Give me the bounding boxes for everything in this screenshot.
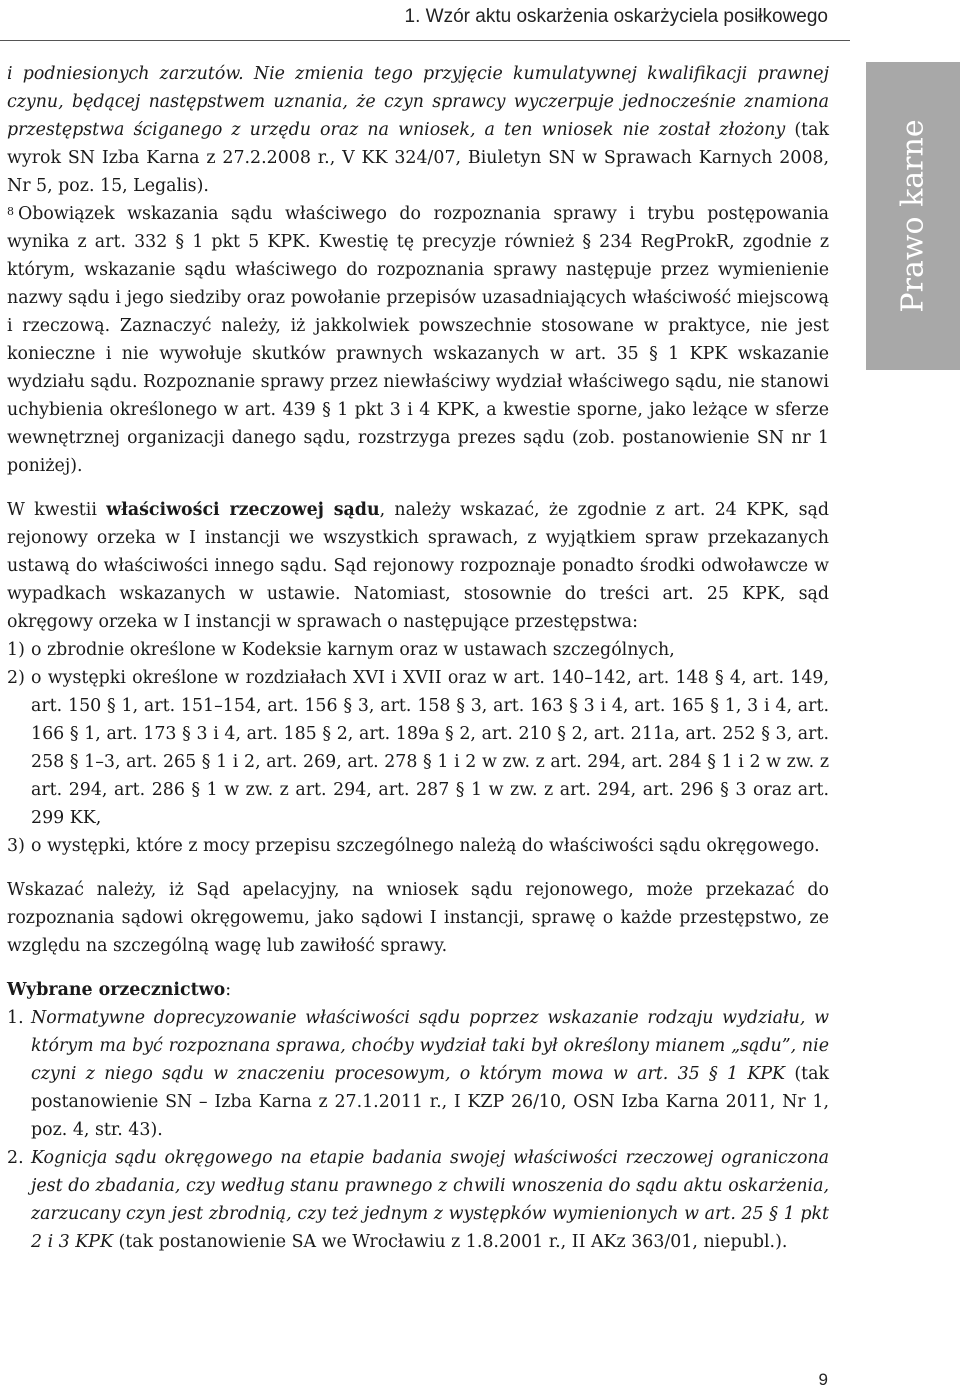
header-rule bbox=[0, 40, 850, 41]
paragraph-continuation bbox=[7, 60, 829, 200]
page-number: 9 bbox=[818, 1370, 828, 1389]
ruling-item bbox=[7, 1144, 829, 1256]
page-content bbox=[7, 60, 829, 1256]
list-item-text: o występki, które z mocy przepisu szczególnego należą do właściwości sądu okręgowego. bbox=[31, 836, 820, 856]
continuation-italic-text: i podniesionych zarzutów. Nie zmienia tego przyjęcie kumulatywnej kwalifikacji prawnej czynu, będącej następstwem uznania, że czyn sprawcy wyczerpuje jednocześnie znamiona przestępstwa ściganego z urzędu oraz na wniosek, a ten wniosek nie został złożony bbox=[7, 64, 829, 140]
paragraph-body: , należy wskazać, że zgodnie z art. 24 KPK, sąd rejonowy orzeka w I instancji we wszystkich sprawach, z wyjątkiem spraw przekazanych ustawą do właściwości innego sądu. Sąd rejonowy rozpoznaje ponadto środki odwoławcze w wypadkach wskazanych w ustawie. Natomiast, stosownie do treści art. 25 KPK, sąd okręgowy orzeka w I instancji w sprawach o następujące przestępstwa: bbox=[7, 500, 829, 632]
list-item bbox=[7, 664, 829, 832]
rulings-heading-text: Wybrane orzecznictwo bbox=[7, 980, 226, 1000]
ruling-number: 2. bbox=[7, 1148, 24, 1168]
ruling-citation: (tak postanowienie SN – Izba Karna z 27.1.2011 r., I KZP 26/10, OSN Izba Karna 2011, Nr 1, poz. 4, str. 43). bbox=[31, 1064, 829, 1140]
footnote-text: Obowiązek wskazania sądu właściwego do rozpoznania sprawy i trybu postępowania wynika z art. 332 § 1 pkt 5 KPK. Kwestię tę precyzje również § 234 RegProkR, zgodnie z którym, wskazanie sądu właściwego do rozpoznania sprawy następuje przez wymienienie nazwy sądu i jego siedziby oraz powołanie przepisów uzasadniających właściwość miejscową i rzeczową. Zaznaczyć należy, iż jakkolwiek powszechnie stosowane w praktyce, nie jest konieczne i nie wywołuje skutków prawnych wskazanych w art. 35 § 1 KPK wskazanie wydziału sądu. Rozpoznanie sprawy przez niewłaściwy wydział właściwego sądu, nie stanowi uchybienia określonego w art. 439 § 1 pkt 3 i 4 KPK, a kwestie sporne, jako leżące w sferze wewnętrznej organizacji danego sądu, rozstrzyga prezes sądu (zob. postanowienie SN nr 1 poniżej). bbox=[7, 204, 829, 476]
rulings-heading bbox=[7, 976, 829, 1004]
paragraph-bold-term: właściwości rzeczowej sądu bbox=[106, 500, 380, 520]
section-tab-label: Prawo karne bbox=[895, 119, 931, 313]
list-item bbox=[7, 832, 829, 860]
paragraph-appellate-court: Wskazać należy, iż Sąd apelacyjny, na wniosek sądu rejonowego, może przekazać do rozpoznania sądowi okręgowemu, jako sądowi I instancji, sprawę o każde przestępstwo, ze względu na szczególną wagę lub zawiłość sprawy. bbox=[7, 880, 829, 956]
paragraph-lead: W kwestii bbox=[7, 500, 107, 520]
list-item-number: 2) bbox=[7, 668, 25, 688]
section-tab bbox=[866, 62, 960, 370]
footnote-marker: 8 bbox=[7, 205, 14, 218]
footnote-8 bbox=[7, 200, 829, 480]
list-item-text: o występki określone w rozdziałach XVI i XVII oraz w art. 140–142, art. 148 § 4, art. 149, art. 150 § 1, art. 151–154, art. 156 § 3, art. 158 § 3, art. 163 § 3 i 4, art. 165 § 1, 3 i 4, art. 166 § 1, art. 173 § 3 i 4, art. 185 § 2, art. 189a § 2, art. 210 § 2, art. 211a, art. 252 § 3, art. 258 § 1–3, art. 265 § 1 i 2, art. 269, art. 278 § 1 i 2 w zw. z art. 294, art. 284 § 1 i 2 w zw. z art. 294, art. 286 § 1 w zw. z art. 294, art. 287 § 1 w zw. z art. 294, art. 296 § 3 oraz art. 299 KK, bbox=[31, 668, 829, 828]
running-head: 1. Wzór aktu oskarżenia oskarżyciela posiłkowego bbox=[404, 6, 828, 27]
list-item bbox=[7, 636, 829, 664]
continuation-citation: (tak wyrok SN Izba Karna z 27.2.2008 r., V KK 324/07, Biuletyn SN w Sprawach Karnych 2008, Nr 5, poz. 15, Legalis). bbox=[7, 120, 829, 196]
rulings-heading-colon: : bbox=[225, 980, 232, 1000]
list-item-number: 3) bbox=[7, 836, 25, 856]
offences-list bbox=[7, 636, 829, 860]
ruling-citation: (tak postanowienie SA we Wrocławiu z 1.8.2001 r., II AKz 363/01, niepubl.). bbox=[112, 1232, 788, 1252]
list-item-text: o zbrodnie określone w Kodeksie karnym oraz w ustawach szczególnych, bbox=[31, 640, 675, 660]
paragraph-subject-jurisdiction bbox=[7, 496, 829, 636]
ruling-thesis: Normatywne doprecyzowanie właściwości sądu poprzez wskazanie rodzaju wydziału, w którym ma być rozpoznana sprawa, choćby wydział taki był określony mianem „sądu”, nie czyni z niego sądu w znaczeniu procesowym, o którym mowa w art. 35 § 1 KPK bbox=[31, 1008, 829, 1084]
rulings-list bbox=[7, 1004, 829, 1256]
ruling-number: 1. bbox=[7, 1008, 24, 1028]
list-item-number: 1) bbox=[7, 640, 25, 660]
ruling-thesis: Kognicja sądu okręgowego na etapie badania swojej właściwości rzeczowej ograniczona jest do zbadania, czy według stanu prawnego z chwili wnoszenia do sądu aktu oskarżenia, zarzucany czyn jest zbrodnią, czy też jednym z występków wymienionych w art. 25 § 1 pkt 2 i 3 KPK bbox=[31, 1148, 829, 1252]
ruling-item bbox=[7, 1004, 829, 1144]
